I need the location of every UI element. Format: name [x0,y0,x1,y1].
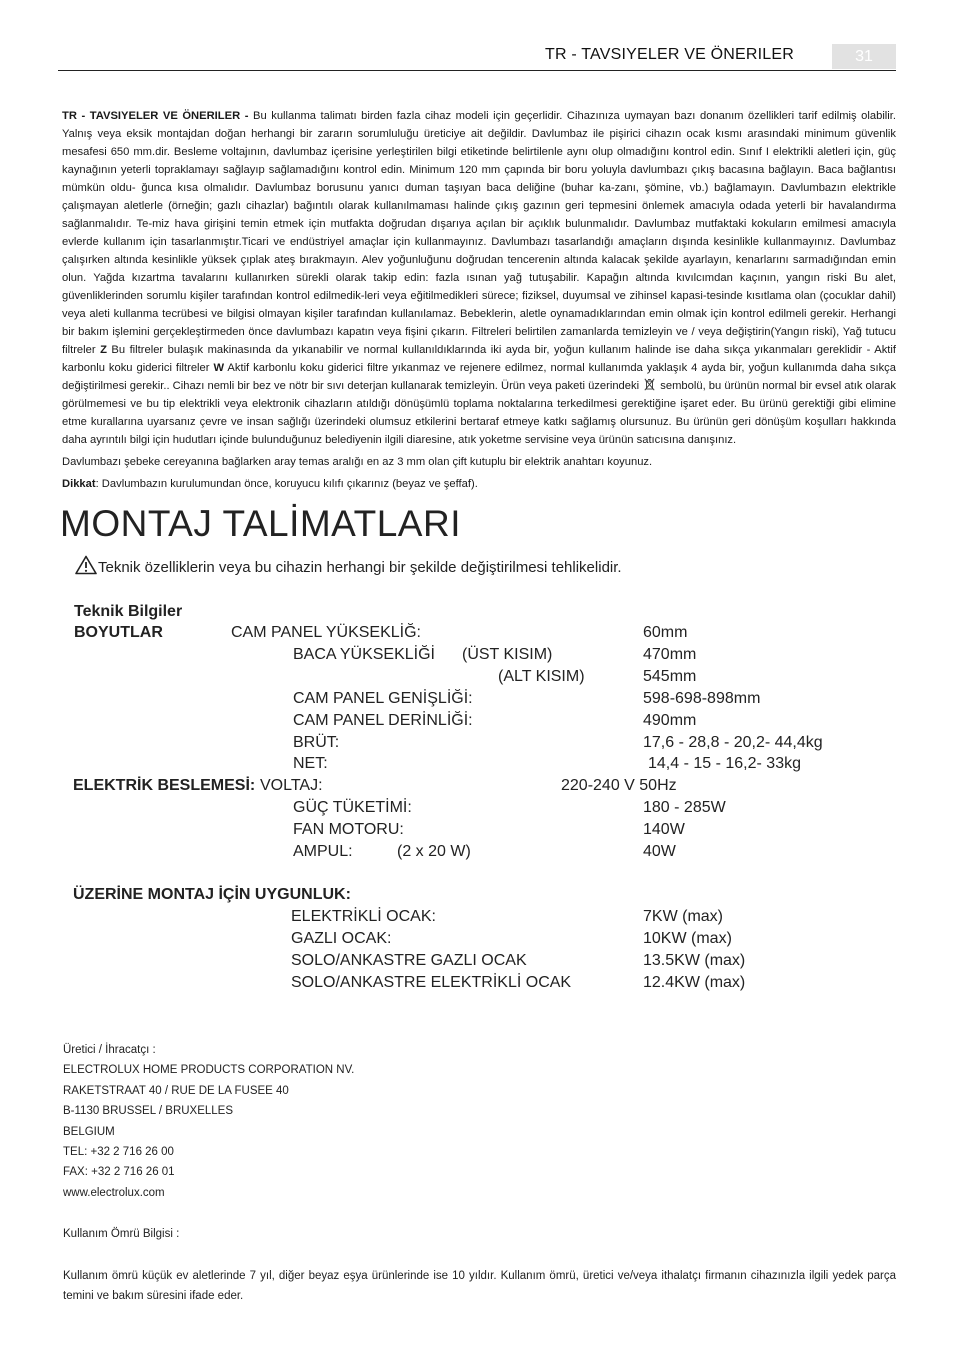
teknik-bilgiler-label: Teknik Bilgiler [74,603,183,620]
uygunluk-label: ÜZERİNE MONTAJ İÇİN UYGUNLUK: [73,886,351,903]
voltaj-value: 220-240 V 50Hz [561,777,677,794]
net-value: 14,4 - 15 - 16,2- 33kg [648,755,801,772]
manufacturer-country: BELGIUM [63,1126,115,1138]
warning-text: Teknik özelliklerin veya bu cihazin herhangi bir şekilde değiştirilmesi tehlikelidir. [98,559,622,576]
manufacturer-company: ELECTROLUX HOME PRODUCTS CORPORATION NV. [63,1064,355,1076]
manufacturer-fax: FAX: +32 2 716 26 01 [63,1166,175,1178]
solo-gazli-value: 13.5KW (max) [643,952,746,969]
fan-motoru-label: FAN MOTORU: [293,821,404,838]
manufacturer-label: Üretici / İhracatçı : [63,1044,156,1056]
elektrikli-ocak-label: ELEKTRİKLİ OCAK: [291,908,436,925]
header-divider [58,70,896,71]
ust-kisim-value: 470mm [643,646,697,663]
header-title: TR - TAVSIYELER VE ÖNERILER [545,46,795,63]
cam-panel-yuksekligi-label: CAM PANEL YÜKSEKLİĞ: [231,624,421,641]
cam-panel-genisligi-label: CAM PANEL GENİŞLİĞİ: [293,690,473,707]
gazli-ocak-value: 10KW (max) [643,930,732,947]
guc-tuketimi-value: 180 - 285W [643,799,726,816]
gazli-ocak-label: GAZLI OCAK: [291,930,392,947]
lifetime-label: Kullanım Ömrü Bilgisi : [63,1228,180,1240]
manufacturer-web[interactable]: www.electrolux.com [63,1187,165,1199]
intro-text [62,107,896,493]
alt-kisim-value: 545mm [643,668,697,685]
ust-kisim-label: (ÜST KISIM) [462,646,553,663]
cam-panel-derinligi-value: 490mm [643,712,697,729]
elektrik-beslemesi-label: ELEKTRİK BESLEMESİ: [73,777,256,794]
section-title: MONTAJ TALİMATLARI [60,503,461,544]
lifetime-text: Kullanım ömrü küçük ev aletlerinde 7 yıl, diğer beyaz eşya ürünlerinde ise 10 yıldır. Kullanım ömrü, üretici ve/veya ithalatçı firmanın cihazınızla ilgili yedek parça temini ve bakım süresini ifade eder. [63,1270,896,1302]
voltaj-label: VOLTAJ: [260,777,323,794]
weee-bin-icon [644,378,655,391]
fan-motoru-value: 140W [643,821,685,838]
cam-panel-genisligi-value: 598-698-898mm [643,690,761,707]
manufacturer-city: B-1130 BRUSSEL / BRUXELLES [63,1105,234,1117]
boyutlar-label: BOYUTLAR [74,624,163,641]
solo-gazli-label: SOLO/ANKASTRE GAZLI OCAK [291,952,527,969]
intro-heading: TR - TAVSIYELER VE ÖNERILER - [62,110,249,122]
alt-kisim-label: (ALT KISIM) [498,668,585,685]
solo-elektrikli-value: 12.4KW (max) [643,974,746,991]
baca-yuksekligi-label: BACA YÜKSEKLİĞİ [293,646,435,663]
brut-value: 17,6 - 28,8 - 20,2- 44,4kg [643,734,823,751]
manufacturer-street: RAKETSTRAAT 40 / RUE DE LA FUSEE 40 [63,1085,289,1097]
ampul-value: 40W [643,843,676,860]
dikkat-note: Dikkat: Davlumbazın kurulumundan önce, koruyucu kılıfı çıkarınız (beyaz ve şeffaf). [62,478,478,490]
switch-note: Davlumbazı şebeke cereyanına bağlarken aray temas aralığı en az 3 mm olan çift kutuplu bir elektrik anahtarı koyunuz. [62,456,653,468]
ampul-detail: (2 x 20 W) [397,843,471,860]
brut-label: BRÜT: [293,734,340,751]
net-label: NET: [293,755,328,772]
intro-paragraph: TR - TAVSIYELER VE ÖNERILER - Bu kullanma talimatı birden fazla cihaz modeli için geçerlidir. Cihazınıza uymayan bazı donanım özellikleri tarif edilmiş olabilir. Yalnış veya eksik montajdan doğan herhangi bir zararın sorumluluğu üreticiye ait değildir. Davlumbaz ile pişirici cihazın ocak kısmı arasındaki minimum güvenlik mesafesi 650 mm.dir. Besleme voltajının, davlumbaz içerisine yerleştirilen bilgi etiketinde belirtilenle aynı olup olmadığını kontrol edin. Sınıf I elektrikli aletleri için, güç kaynağının yeterli topraklamayı sağlayıp sağlamadığını kontrol edin. Minimum 120 mm çapında bir boru yoluyla davlumbazı çıkış bacasına bağlayın. Baca bağlantısı mümkün oldu- ğunca kısa olmalıdır. Davlumbaz borusunu yanıcı duman taşıyan baca deliğine (buhar ka-zanı, şömine, vb.) bağlamayın. Davlumbazın elektrikle çalışmayan aletlerle (örneğin; gazlı cihazlar) bağıntılı olarak kullanılmaması halinde çıkış gazının geri tepmesini önlemek amacıyla odada yeterli bir havalandırma sağlanmalıdır. Te-miz hava girişini temin etmek için mutfakta doğrudan dışarıya açılan bir açıklık bulunmalıdır. Davlumbaz mutfaktaki kokuların emilmesi amacıyla evlerde kullanım için tasarlanmıştır.Ticari ve endüstriyel amaçlar için kullanmayınız. Davlumbazı tasarlandığı amaçların dışında kesinlikle kullanmayınız. Davlumbaz çalışırken altında kesinlikle yüksek çıplak ateş bırakmayın. Alev yoğunluğunu doğrudan tencerenin altında kalacak şekilde ayarlayın, kenarlarını sarmadığından emin olun. Yağda kızartma tavalarını kullanırken sürekli olarak takip edin: fazla ısınan yağ tutuşabilir. Kapağın altında kıvılcımdan kaçının, yangın riski Bu alet, güvenliklerinden sorumlu kişiler tarafından kontrol edilmedik-leri veya eğitilmedikleri sürece; fiziksel, duyumsal ve zihinsel kapasi-tesinde kısıtlama olan (çocuklar dahil) veya aleti kullanma tecrübesi ve bilgisi olmayan kişiler tarafından kullanılamaz. Bebeklerin, aletle oynamadıklarından emin olmak için kontrol edilmeli gerekir. Herhangi bir bakım işlemini gerçekleştirmeden önce davlumbazı kapatın veya fişini çıkarın. Filtreleri belirtilen zamanlarda temizleyin ve / veya değiştirin(Yangın riski), Yağ tutucu filtreler Z Bu filtreler bulaşık makinasında da yıkanabilir ve normal kullanıldıklarında iki ayda bir, yoğun kullanım halinde ise daha sıkça yıkanmaları gereklidir - Aktif karbonlu koku giderici filtreler W Aktif karbonlu koku giderici filtre yıkanmaz ve rejenere edilmez, normal kullanımda yaklaşık 4 ayda bir, yoğun kullanımda daha sıkça değiştirilmesi gerekir.. Cihazı nemli bir bez ve nötr bir sıvı deterjan kullanarak temizleyin. Ürün veya paketi üzerindeki sembolü, bu ürünün normal bir evsel atık olarak görülmemesi ve bu tip elektrikli veya elektronik cihazların atıldığı dönüşümlü toplama noktalarına terkedilmesi gerektiğine işaret eder. Bu ürünü gerektiği gibi elimine etme kurallarına uyarsanız çevre ve insan sağlığı üzerindeki olumsuz etkilerini bertaraf etmeye katkı sağlamış olursunuz. Bu ürünün geri dönüşüm koşulları hakkında daha ayrıntılı bilgi için hudutları içinde bulunduğunuz belediyenin ilgili diaresine, atık yoketme servisine veya ürünün satıcısına danışınız. [62,110,896,446]
elektrikli-ocak-value: 7KW (max) [643,908,723,925]
ampul-label: AMPUL: [293,843,353,860]
warning-triangle-icon [75,555,97,575]
manufacturer-tel: TEL: +32 2 716 26 00 [63,1146,174,1158]
cam-panel-derinligi-label: CAM PANEL DERİNLİĞİ: [293,712,473,729]
cam-panel-yuksekligi-value: 60mm [643,624,688,641]
page-number: 31 [832,44,896,69]
warning-line [75,555,622,576]
guc-tuketimi-label: GÜÇ TÜKETİMİ: [293,799,412,816]
solo-elektrikli-label: SOLO/ANKASTRE ELEKTRİKLİ OCAK [291,974,572,991]
